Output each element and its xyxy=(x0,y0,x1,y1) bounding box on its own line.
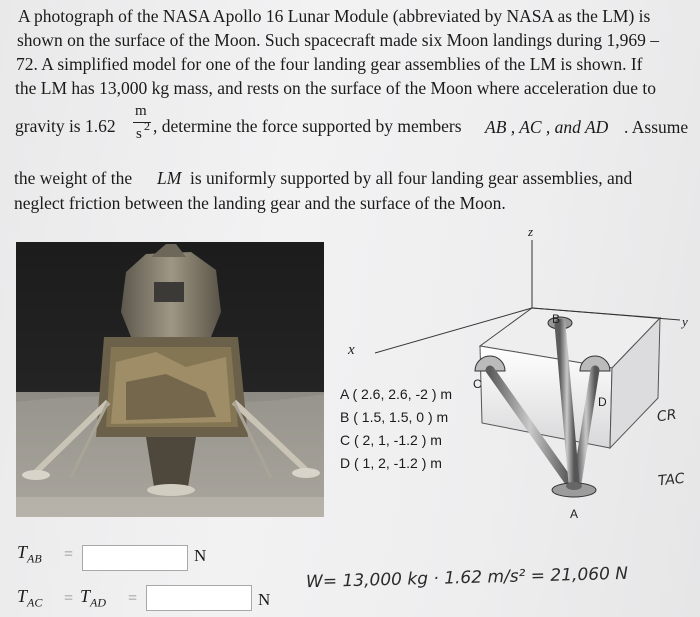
point-d-label: D xyxy=(598,395,607,409)
tac-tad-unit: N xyxy=(258,590,271,609)
coord-d: D ( 1, 2, -1.2 ) m xyxy=(340,455,442,471)
coord-b: B ( 1.5, 1.5, 0 ) m xyxy=(340,409,449,425)
lm-label: LM xyxy=(157,168,182,188)
problem-line-6-post: is uniformly supported by all four landing gear assemblies, and xyxy=(190,168,633,188)
tac-label: $T_{AC}$ xyxy=(17,586,43,610)
fraction-denominator: s xyxy=(136,126,142,142)
tab-equals: = xyxy=(64,546,74,563)
problem-line-4: the LM has 13,000 kg mass, and rests on the surface of the Moon where acceleration due to xyxy=(15,78,656,98)
problem-line-6-pre: the weight of the xyxy=(14,168,133,188)
coord-c: C ( 2, 1, -1.2 ) m xyxy=(340,432,442,448)
handwritten-weight-calc: W= 13,000 kg · 1.62 m/s² = 21,060 N xyxy=(305,563,629,593)
problem-line-3: 72. A simplified model for one of the four landing gear assemblies of the LM is shown. If xyxy=(16,54,643,74)
point-b-label: B xyxy=(552,312,561,326)
problem-line-2: shown on the surface of the Moon. Such spacecraft made six Moon landings during 1,969 – xyxy=(17,30,660,50)
tad-equals: = xyxy=(128,590,138,607)
axis-y-label: y xyxy=(682,314,688,329)
landing-gear-diagram xyxy=(330,228,700,528)
problem-line-1: A photograph of the NASA Apollo 16 Lunar Module (abbreviated by NASA as the LM) is xyxy=(18,6,651,26)
point-a-label: A xyxy=(570,507,579,521)
problem-line-7: neglect friction between the landing gear and the surface of the Moon. xyxy=(14,193,506,213)
point-c-label: C xyxy=(473,377,482,391)
fraction-numerator: m xyxy=(135,103,147,119)
tad-label: $T_{AD}$ xyxy=(80,586,107,610)
tac-equals: = xyxy=(64,590,74,607)
fraction-exponent: 2 xyxy=(144,119,150,133)
handwritten-note-cr: CR xyxy=(655,406,678,426)
axis-x-label: x xyxy=(348,342,355,358)
tab-label: $T_{AB}$ xyxy=(17,542,42,566)
assume-text: . Assume xyxy=(624,117,689,137)
coord-a: A ( 2.6, 2.6, -2 ) m xyxy=(340,386,453,402)
axis-z-label: z xyxy=(528,228,534,239)
problem-line-5-pre: gravity is 1.62 xyxy=(15,116,116,136)
tab-unit: N xyxy=(194,546,207,565)
lunar-module-photo xyxy=(16,242,324,517)
handwritten-note-tac: TAC xyxy=(657,470,686,490)
problem-line-5-post: , determine the force supported by members xyxy=(153,116,462,136)
tab-answer-input[interactable] xyxy=(82,545,188,571)
members-list: AB , AC , and AD xyxy=(485,117,609,137)
tac-tad-answer-input[interactable] xyxy=(146,585,252,611)
